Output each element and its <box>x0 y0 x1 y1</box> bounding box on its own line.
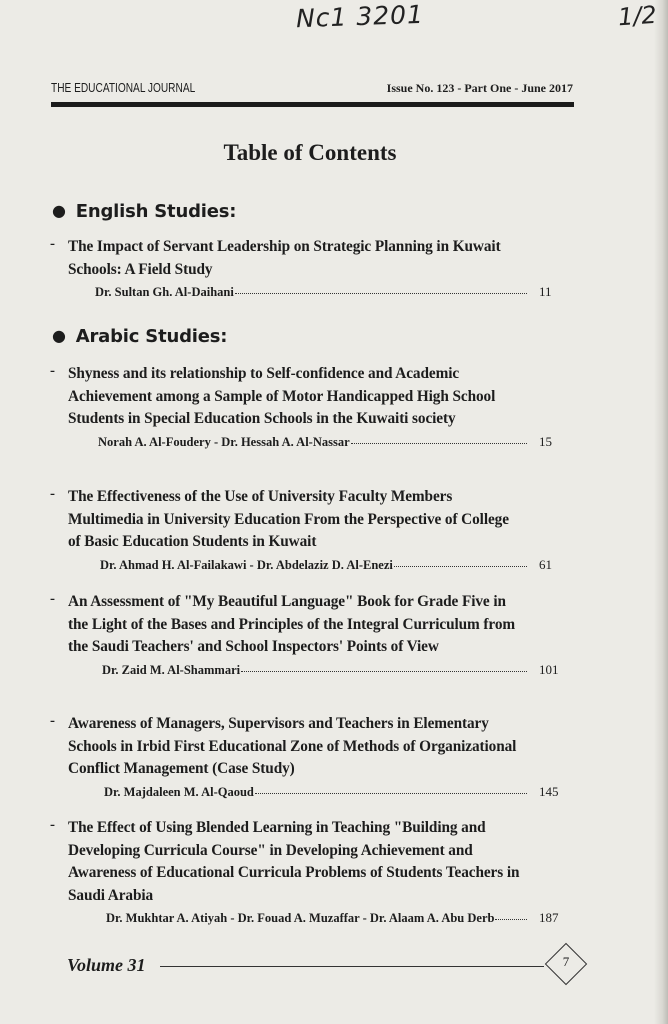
dot-leader <box>241 671 527 672</box>
entry-page: 101 <box>539 661 559 677</box>
journal-name: THE EDUCATIONAL JOURNAL <box>51 80 196 95</box>
section-heading-label: English Studies: <box>75 201 237 222</box>
dash-marker: - <box>50 713 55 729</box>
handwritten-reference: Nc1 3201 <box>295 0 425 34</box>
toc-entry[interactable] <box>50 713 565 800</box>
entry-authors: Dr. Mukhtar A. Atiyah - Dr. Fouad A. Muzaffar - Dr. Alaam A. Abu Derb <box>106 911 495 925</box>
section-heading-arabic <box>52 326 227 347</box>
dash-marker: - <box>50 363 55 379</box>
dot-leader <box>495 919 527 920</box>
toc-entry[interactable] <box>50 363 565 450</box>
entry-authors: Dr. Sultan Gh. Al-Daihani <box>95 285 234 299</box>
dot-leader <box>255 793 527 794</box>
dash-marker: - <box>50 591 55 607</box>
entry-byline <box>50 784 565 800</box>
entry-authors: Norah A. Al-Foudery - Dr. Hessah A. Al-Nassar <box>98 434 350 449</box>
entry-title: Shyness and its relationship to Self-confidence and Academic Achievement among a Sample of Motor Handicapped High School Students in Special Education Schools in the Kuwaiti society <box>68 365 496 427</box>
handwritten-page-mark: 1/2 <box>617 0 658 32</box>
dot-leader <box>394 566 527 567</box>
entry-byline <box>50 557 565 573</box>
dash-marker: - <box>50 486 55 502</box>
toc-entry[interactable] <box>50 236 565 300</box>
toc-entry[interactable] <box>50 486 565 573</box>
section-heading-english <box>52 201 236 222</box>
dash-marker: - <box>50 817 55 833</box>
toc-entry[interactable] <box>50 817 565 926</box>
bullet-icon: ● <box>52 326 66 345</box>
page-edge-shadow <box>654 0 668 1024</box>
toc-entry[interactable] <box>50 591 565 678</box>
entry-authors: Dr. Ahmad H. Al-Failakawi - Dr. Abdelaziz D. Al-Enezi <box>100 557 393 572</box>
entry-page: 187 <box>539 910 559 925</box>
entry-title: The Effectiveness of the Use of University Faculty Members Multimedia in University Education From the Perspective of College of Basic Education Students in Kuwait <box>68 488 509 550</box>
volume-label: Volume 31 <box>67 955 146 975</box>
dot-leader <box>235 293 527 294</box>
footer-rule <box>160 966 544 967</box>
entry-page: 145 <box>539 783 559 799</box>
entry-title: An Assessment of "My Beautiful Language" Book for Grade Five in the Light of the Bases and Principles of the Integral Curriculum from the Saudi Teachers' and School Inspectors' Points of View <box>68 593 516 655</box>
page-number: 7 <box>562 954 570 969</box>
entry-authors: Dr. Zaid M. Al-Shammari <box>102 662 241 677</box>
entry-byline <box>50 434 565 450</box>
entry-byline <box>50 910 565 926</box>
dot-leader <box>351 443 527 444</box>
dash-marker: - <box>50 236 55 252</box>
entry-page: 11 <box>539 284 552 299</box>
entry-title: The Effect of Using Blended Learning in Teaching "Building and Developing Curricula Course" in Developing Achievement and Awareness of Educational Curricula Problems of Students Teachers in Saudi Arabia <box>68 819 520 904</box>
entry-byline <box>50 284 565 300</box>
entry-title: The Impact of Servant Leadership on Strategic Planning in Kuwait Schools: A Field Study <box>68 238 501 278</box>
entry-byline <box>50 662 565 678</box>
entry-page: 15 <box>539 433 552 449</box>
entry-authors: Dr. Majdaleen M. Al-Qaoud <box>104 784 254 799</box>
entry-page: 61 <box>539 556 552 572</box>
issue-info: Issue No. 123 - Part One - June 2017 <box>386 81 573 95</box>
page-title: Table of Contents <box>223 140 397 165</box>
header-rule <box>51 102 574 107</box>
bullet-icon: ● <box>52 201 66 220</box>
entry-title: Awareness of Managers, Supervisors and Teachers in Elementary Schools in Irbid First Educational Zone of Methods of Organizational Conflict Management (Case Study) <box>68 715 517 777</box>
section-heading-label: Arabic Studies: <box>75 326 228 347</box>
